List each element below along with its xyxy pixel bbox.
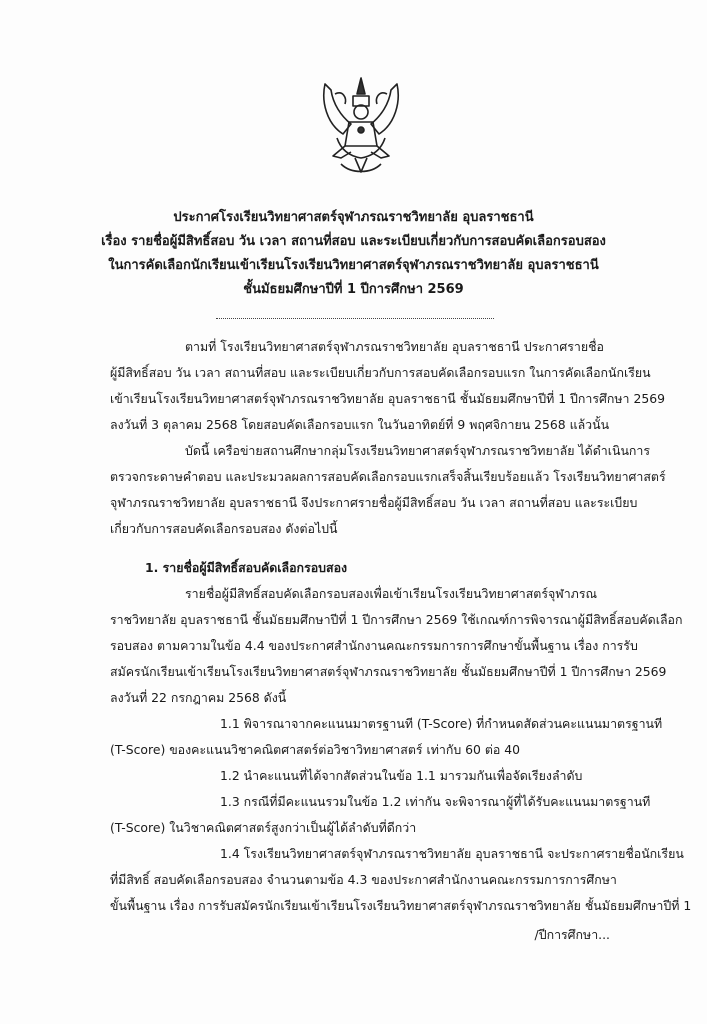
text-line: เข้าเรียนโรงเรียนวิทยาศาสตร์จุฬาภรณราชวิทยาลัย อุบลราชธานี ชั้นมัธยมศึกษาปีที่ 1 ปีการศึกษา 2569 xyxy=(110,391,665,406)
text-line: เกี่ยวกับการสอบคัดเลือกรอบสอง ดังต่อไปนี้ xyxy=(110,521,338,536)
item-1-2: 1.2 นำคะแนนที่ได้จากสัดส่วนในข้อ 1.1 มารวมกันเพื่อจัดเรียงลำดับ xyxy=(220,768,583,783)
text-line: บัดนี้ เครือข่ายสถานศึกษากลุ่มโรงเรียนวิทยาศาสตร์จุฬาภรณราชวิทยาลัย ได้ดำเนินการ xyxy=(185,443,651,458)
text-line: จุฬาภรณราชวิทยาลัย อุบลราชธานี จึงประกาศรายชื่อผู้มีสิทธิ์สอบ วัน เวลา สถานที่สอบ และระเบียบ xyxy=(110,495,638,510)
text-line: ราชวิทยาลัย อุบลราชธานี ชั้นมัธยมศึกษาปีที่ 1 ปีการศึกษา 2569 ใช้เกณฑ์การพิจารณาผู้มีสิทธิ์สอบคัดเลือก xyxy=(110,612,683,627)
item-1-1-cont: (T-Score) ของคะแนนวิชาคณิตศาสตร์ต่อวิชาวิทยาศาสตร์ เท่ากับ 60 ต่อ 40 xyxy=(110,742,521,757)
text-line: ลงวันที่ 22 กรกฎาคม 2568 ดังนี้ xyxy=(110,690,287,705)
text-line: รายชื่อผู้มีสิทธิ์สอบคัดเลือกรอบสองเพื่อเข้าเรียนโรงเรียนวิทยาศาสตร์จุฬาภรณ xyxy=(185,586,597,601)
item-1-1: 1.1 พิจารณาจากคะแนนมาตรฐานที (T-Score) ที่กำหนดสัดส่วนคะแนนมาตรฐานที xyxy=(220,716,663,731)
title-line: ชั้นมัธยมศึกษาปีที่ 1 ปีการศึกษา 2569 xyxy=(243,282,464,297)
garuda-emblem-icon xyxy=(315,72,407,184)
item-1-3-cont: (T-Score) ในวิชาคณิตศาสตร์สูงกว่าเป็นผู้ได้ลำดับที่ดีกว่า xyxy=(110,820,417,835)
intro-paragraph xyxy=(110,334,665,438)
now-paragraph xyxy=(110,438,666,542)
item-1-3: 1.3 กรณีที่มีคะแนนรวมในข้อ 1.2 เท่ากัน จะพิจารณาผู้ที่ได้รับคะแนนมาตรฐานที xyxy=(220,794,651,809)
text-line: ตามที่ โรงเรียนวิทยาศาสตร์จุฬาภรณราชวิทยาลัย อุบลราชธานี ประกาศรายชื่อ xyxy=(185,339,604,354)
text-line: ผู้มีสิทธิ์สอบ วัน เวลา สถานที่สอบ และระเบียบเกี่ยวกับการสอบคัดเลือกรอบแรก ในการคัดเลือกนักเรียน xyxy=(110,365,651,380)
section-1 xyxy=(110,555,692,919)
item-1-4: 1.4 โรงเรียนวิทยาศาสตร์จุฬาภรณราชวิทยาลัย อุบลราชธานี จะประกาศรายชื่อนักเรียน xyxy=(220,846,684,861)
text-line: ลงวันที่ 3 ตุลาคม 2568 โดยสอบคัดเลือกรอบแรก ในวันอาทิตย์ที่ 9 พฤศจิกายน 2568 แล้วนั้น xyxy=(110,417,610,432)
title-line: ประกาศโรงเรียนวิทยาศาสตร์จุฬาภรณราชวิทยาลัย อุบลราชธานี xyxy=(173,210,534,225)
section-1-heading: 1. รายชื่อผู้มีสิทธิ์สอบคัดเลือกรอบสอง xyxy=(145,560,348,575)
title-line: เรื่อง รายชื่อผู้มีสิทธิ์สอบ วัน เวลา สถานที่สอบ และระเบียบเกี่ยวกับการสอบคัดเลือกรอบสอง xyxy=(101,234,606,249)
text-line: สมัครนักเรียนเข้าเรียนโรงเรียนวิทยาศาสตร์จุฬาภรณราชวิทยาลัย ชั้นมัธยมศึกษาปีที่ 1 ปีการศึกษา 2569 xyxy=(110,664,667,679)
dotted-divider xyxy=(216,318,494,319)
continuation-note: /ปีการศึกษา... xyxy=(534,927,610,942)
title-line: ในการคัดเลือกนักเรียนเข้าเรียนโรงเรียนวิทยาศาสตร์จุฬาภรณราชวิทยาลัย อุบลราชธานี xyxy=(108,258,599,273)
item-1-4-cont: ที่มีสิทธิ์ สอบคัดเลือกรอบสอง จำนวนตามข้อ 4.3 ของประกาศสำนักงานคณะกรรมการการศึกษา xyxy=(110,872,617,887)
text-line: ตรวจกระดาษคำตอบ และประมวลผลการสอบคัดเลือกรอบแรกเสร็จสิ้นเรียบร้อยแล้ว โรงเรียนวิทยาศาสตร์ xyxy=(110,469,666,484)
item-1-4-cont2: ขั้นพื้นฐาน เรื่อง การรับสมัครนักเรียนเข้าเรียนโรงเรียนวิทยาศาสตร์จุฬาภรณราชวิทยาลัย ชั้นมัธยมศึกษาปีที่ 1 xyxy=(110,898,692,913)
text-line: รอบสอง ตามความในข้อ 4.4 ของประกาศสำนักงานคณะกรรมการการศึกษาขั้นพื้นฐาน เรื่อง การรับ xyxy=(110,638,638,653)
announcement-title xyxy=(0,206,707,302)
